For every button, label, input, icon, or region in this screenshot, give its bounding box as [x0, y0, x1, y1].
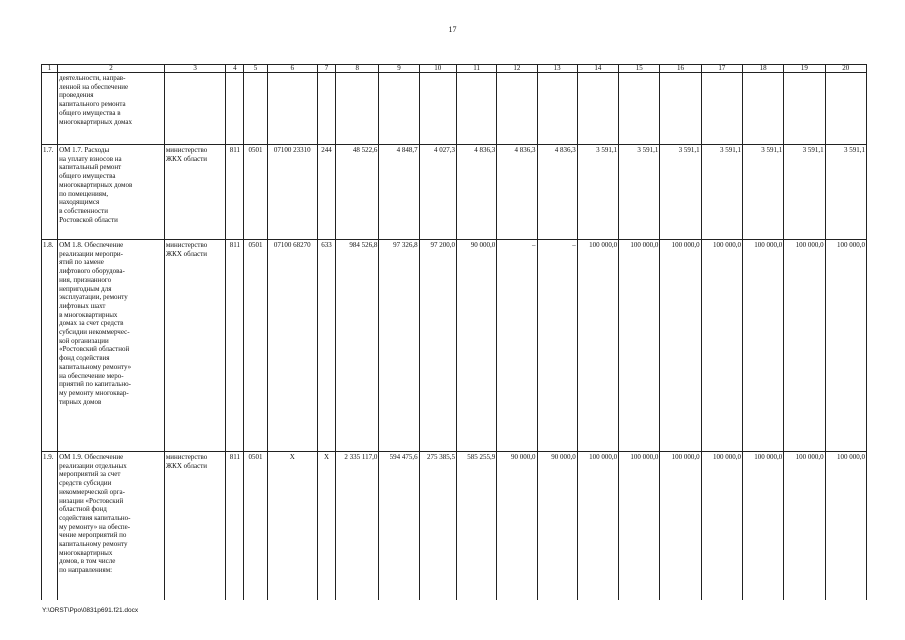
header-col-15: 15	[619, 65, 660, 73]
header-col-11: 11	[456, 65, 496, 73]
row-value-col-20: 100 000,0	[825, 452, 866, 600]
row-value-col-9	[379, 73, 419, 145]
row-value-col-8: 48 522,6	[336, 145, 379, 240]
header-col-16: 16	[660, 65, 701, 73]
row-number	[42, 73, 58, 145]
row-number: 1.9.	[42, 452, 58, 600]
row-name: ОМ 1.7. Расходы на уплату взносов на капитальный ремонт общего имущества многоквартирных домов по помещениям, находящимся в собственности Ростовской области	[58, 145, 165, 240]
row-value-col-19: 3 591,1	[784, 145, 825, 240]
row-value-col-20: 3 591,1	[825, 145, 866, 240]
row-code-target: Х	[267, 452, 317, 600]
row-value-col-9: 97 326,8	[379, 240, 419, 452]
row-value-col-13: 4 836,3	[537, 145, 577, 240]
row-value-col-16	[660, 73, 701, 145]
table-row	[42, 452, 867, 600]
row-value-col-20: 100 000,0	[825, 240, 866, 452]
row-organization: министерство ЖКХ области	[164, 452, 225, 600]
row-value-col-11: 585 255,9	[456, 452, 496, 600]
row-value-col-18: 100 000,0	[742, 240, 783, 452]
row-value-col-16: 100 000,0	[660, 452, 701, 600]
header-col-2: 2	[58, 65, 165, 73]
header-col-5: 5	[244, 65, 267, 73]
row-value-col-20	[825, 73, 866, 145]
row-name: ОМ 1.8. Обеспечение реализации меропри- ятий по замене лифтового оборудова- ния, признанного непригодным для эксплуатации, ремонту лифтовых шахт в многоквартирных домах за счет средств субсидии некоммерчес- кой организации «Ростовский областной фонд содействия капитальному ремонту» на обеспечение меро- приятий по капитально- му ремонту многоквар- тирных домов	[58, 240, 165, 452]
header-col-18: 18	[742, 65, 783, 73]
row-code-target	[267, 73, 317, 145]
row-value-col-18: 100 000,0	[742, 452, 783, 600]
row-value-col-14: 3 591,1	[577, 145, 618, 240]
row-organization	[164, 73, 225, 145]
row-value-col-13: –	[537, 240, 577, 452]
row-value-col-16: 3 591,1	[660, 145, 701, 240]
row-code-expense-type	[317, 73, 335, 145]
row-value-col-13: 90 000,0	[537, 452, 577, 600]
row-value-col-17	[701, 73, 742, 145]
row-value-col-8	[336, 73, 379, 145]
header-col-13: 13	[537, 65, 577, 73]
row-name: деятельности, направ- ленной на обеспечение проведения капитального ремонта общего имущества в многоквартирных домах	[58, 73, 165, 145]
row-organization: министерство ЖКХ области	[164, 145, 225, 240]
row-value-col-10	[419, 73, 456, 145]
header-col-3: 3	[164, 65, 225, 73]
header-row	[42, 65, 867, 73]
header-col-17: 17	[701, 65, 742, 73]
table-row	[42, 145, 867, 240]
row-value-col-11: 4 836,3	[456, 145, 496, 240]
row-value-col-9: 4 848,7	[379, 145, 419, 240]
header-col-8: 8	[336, 65, 379, 73]
row-value-col-11	[456, 73, 496, 145]
row-value-col-18: 3 591,1	[742, 145, 783, 240]
header-col-7: 7	[317, 65, 335, 73]
row-value-col-10: 275 385,5	[419, 452, 456, 600]
header-col-20: 20	[825, 65, 866, 73]
row-value-col-9: 594 475,6	[379, 452, 419, 600]
row-value-col-8: 984 526,8	[336, 240, 379, 452]
row-value-col-18	[742, 73, 783, 145]
row-code-section: 0501	[244, 240, 267, 452]
row-code-target: 07100 23310	[267, 145, 317, 240]
row-organization: министерство ЖКХ области	[164, 240, 225, 452]
row-value-col-15: 100 000,0	[619, 452, 660, 600]
row-value-col-15	[619, 73, 660, 145]
header-col-10: 10	[419, 65, 456, 73]
row-value-col-10: 97 200,0	[419, 240, 456, 452]
row-value-col-17: 3 591,1	[701, 145, 742, 240]
header-col-14: 14	[577, 65, 618, 73]
row-value-col-19: 100 000,0	[784, 452, 825, 600]
row-name: ОМ 1.9. Обеспечение реализации отдельных мероприятий за счет средств субсидии некоммерческой орга- низации «Ростовский областной фонд содействия капитально- му ремонту» на обеспе- чение мероприятий по капитальному ремонту многоквартирных домов, в том числе по направлениям:	[58, 452, 165, 600]
table-row	[42, 240, 867, 452]
row-code-expense-type: 244	[317, 145, 335, 240]
row-number: 1.8.	[42, 240, 58, 452]
row-code-ministry: 811	[226, 145, 244, 240]
table-row	[42, 73, 867, 145]
row-value-col-15: 100 000,0	[619, 240, 660, 452]
row-code-section	[244, 73, 267, 145]
row-value-col-12	[497, 73, 537, 145]
row-value-col-14: 100 000,0	[577, 240, 618, 452]
row-code-ministry: 811	[226, 240, 244, 452]
row-code-expense-type: 633	[317, 240, 335, 452]
budget-table	[41, 64, 867, 600]
row-number: 1.7.	[42, 145, 58, 240]
row-value-col-11: 90 000,0	[456, 240, 496, 452]
row-value-col-14	[577, 73, 618, 145]
row-value-col-16: 100 000,0	[660, 240, 701, 452]
row-value-col-8: 2 335 117,0	[336, 452, 379, 600]
row-code-section: 0501	[244, 452, 267, 600]
row-code-target: 07100 68270	[267, 240, 317, 452]
row-value-col-12: 90 000,0	[497, 452, 537, 600]
header-col-12: 12	[497, 65, 537, 73]
header-col-9: 9	[379, 65, 419, 73]
row-value-col-17: 100 000,0	[701, 240, 742, 452]
header-col-19: 19	[784, 65, 825, 73]
row-value-col-10: 4 027,3	[419, 145, 456, 240]
row-value-col-12: 4 836,3	[497, 145, 537, 240]
row-value-col-15: 3 591,1	[619, 145, 660, 240]
row-code-ministry: 811	[226, 452, 244, 600]
header-col-6: 6	[267, 65, 317, 73]
row-code-ministry	[226, 73, 244, 145]
row-code-section: 0501	[244, 145, 267, 240]
file-path-footer: Y:\ORST\Ppo\0831p691.f21.docx	[42, 607, 139, 614]
row-value-col-14: 100 000,0	[577, 452, 618, 600]
row-value-col-19: 100 000,0	[784, 240, 825, 452]
row-code-expense-type: Х	[317, 452, 335, 600]
page-number: 17	[448, 25, 457, 34]
row-value-col-13	[537, 73, 577, 145]
header-col-4: 4	[226, 65, 244, 73]
row-value-col-12: –	[497, 240, 537, 452]
header-col-1: 1	[42, 65, 58, 73]
row-value-col-17: 100 000,0	[701, 452, 742, 600]
row-value-col-19	[784, 73, 825, 145]
